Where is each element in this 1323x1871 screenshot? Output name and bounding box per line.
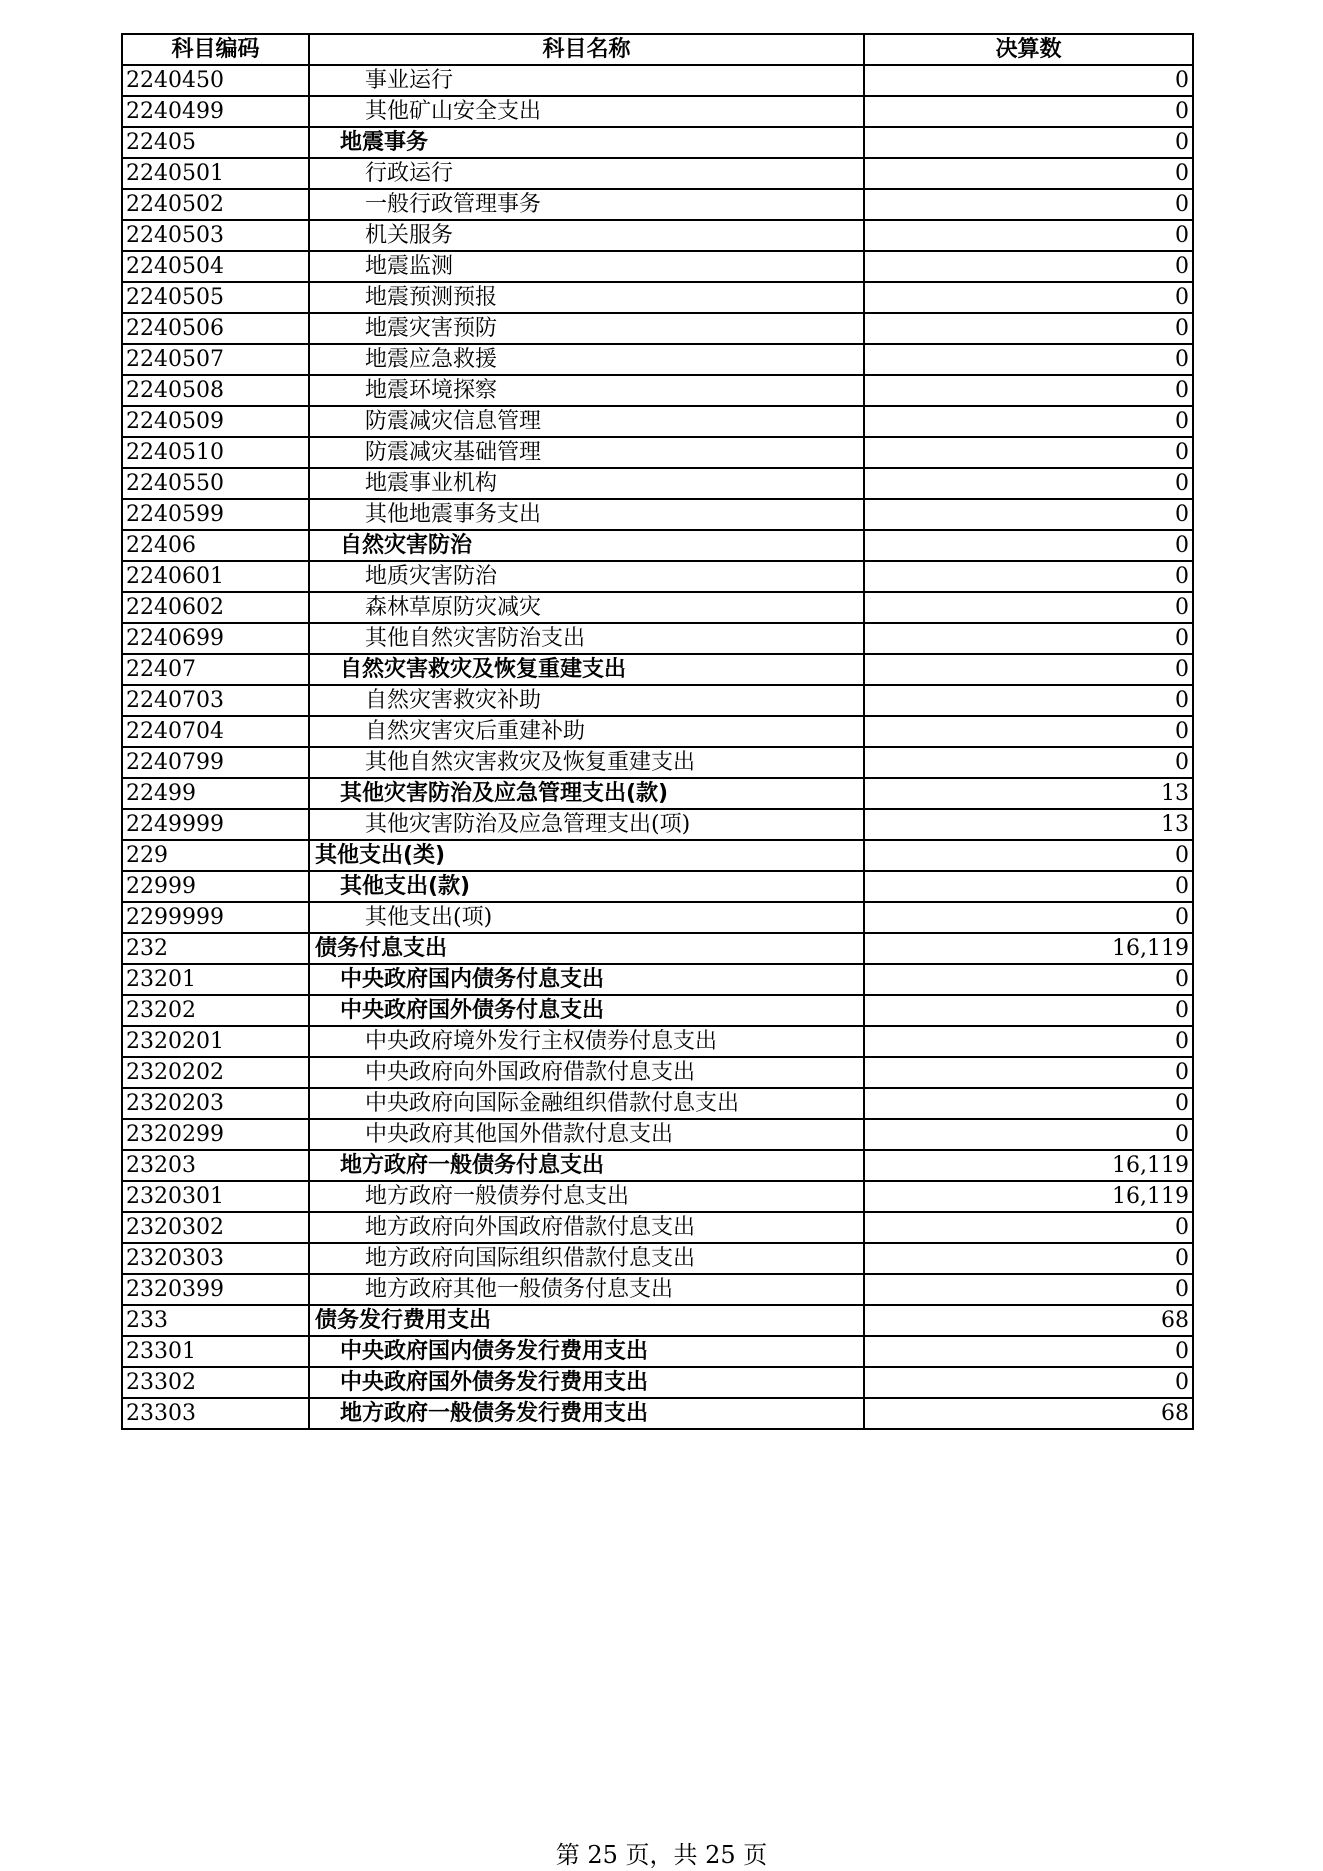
cell-code: 22406: [122, 530, 309, 561]
cell-name: [309, 1398, 864, 1429]
cell-code: 2240602: [122, 592, 309, 623]
table-row: [122, 1119, 1193, 1150]
cell-name-text: 中央政府向国际金融组织借款付息支出: [365, 1091, 740, 1116]
cell-code: 2240505: [122, 282, 309, 313]
cell-name: [309, 406, 864, 437]
cell-name-text: 地质灾害防治: [365, 564, 498, 589]
cell-name-text: 中央政府境外发行主权债券付息支出: [365, 1029, 718, 1054]
cell-code: 2249999: [122, 809, 309, 840]
cell-code: 2240499: [122, 96, 309, 127]
cell-name: [309, 375, 864, 406]
cell-name: [309, 902, 864, 933]
table-row: [122, 189, 1193, 220]
cell-code: 22499: [122, 778, 309, 809]
table-row: [122, 220, 1193, 251]
table-row: [122, 499, 1193, 530]
cell-name: [309, 1243, 864, 1274]
cell-amount: 0: [864, 96, 1193, 127]
cell-amount: 13: [864, 778, 1193, 809]
table-row: [122, 251, 1193, 282]
cell-amount: 16,119: [864, 933, 1193, 964]
table-row: [122, 96, 1193, 127]
cell-name-text: 其他自然灾害防治支出: [365, 626, 586, 651]
cell-name-text: 自然灾害防治: [340, 533, 473, 558]
cell-name: [309, 158, 864, 189]
cell-amount: 0: [864, 995, 1193, 1026]
cell-name-text: 地震应急救援: [365, 347, 498, 372]
cell-code: 2320302: [122, 1212, 309, 1243]
table-row: [122, 747, 1193, 778]
cell-name: [309, 313, 864, 344]
cell-amount: 68: [864, 1305, 1193, 1336]
cell-name-text: 地震事务: [340, 130, 429, 155]
cell-amount: 0: [864, 344, 1193, 375]
table-row: [122, 1212, 1193, 1243]
cell-amount: 0: [864, 623, 1193, 654]
cell-amount: 0: [864, 1026, 1193, 1057]
cell-code: 2240509: [122, 406, 309, 437]
cell-name-text: 自然灾害救灾补助: [365, 688, 542, 713]
cell-name: [309, 96, 864, 127]
cell-amount: 0: [864, 1367, 1193, 1398]
table-row: [122, 127, 1193, 158]
table-row: [122, 530, 1193, 561]
cell-name-text: 其他灾害防治及应急管理支出(项): [365, 812, 691, 837]
cell-code: 23303: [122, 1398, 309, 1429]
cell-amount: 0: [864, 1274, 1193, 1305]
header-amount: 决算数: [864, 34, 1193, 65]
cell-name-text: 地震灾害预防: [365, 316, 498, 341]
cell-name: [309, 220, 864, 251]
cell-name-text: 中央政府国外债务发行费用支出: [340, 1370, 649, 1395]
cell-name: [309, 871, 864, 902]
cell-name-text: 地方政府一般债券付息支出: [365, 1184, 630, 1209]
cell-amount: 0: [864, 499, 1193, 530]
cell-name-text: 防震减灾基础管理: [365, 440, 542, 465]
cell-amount: 13: [864, 809, 1193, 840]
cell-name-text: 自然灾害救灾及恢复重建支出: [340, 657, 627, 682]
cell-amount: 0: [864, 1243, 1193, 1274]
cell-name: [309, 592, 864, 623]
cell-name-text: 中央政府国内债务付息支出: [340, 967, 605, 992]
table-row: [122, 902, 1193, 933]
cell-code: 2240503: [122, 220, 309, 251]
cell-name: [309, 1026, 864, 1057]
cell-amount: 0: [864, 654, 1193, 685]
cell-code: 2240450: [122, 65, 309, 96]
cell-name: [309, 809, 864, 840]
cell-name: [309, 499, 864, 530]
cell-name-text: 中央政府国外债务付息支出: [340, 998, 605, 1023]
cell-code: 23202: [122, 995, 309, 1026]
cell-amount: 0: [864, 406, 1193, 437]
table-row: [122, 933, 1193, 964]
cell-amount: 0: [864, 871, 1193, 902]
cell-amount: 0: [864, 189, 1193, 220]
cell-name-text: 事业运行: [365, 68, 454, 93]
table-row: [122, 1367, 1193, 1398]
cell-name: [309, 1367, 864, 1398]
cell-name-text: 其他地震事务支出: [365, 502, 542, 527]
cell-name-text: 森林草原防灾减灾: [365, 595, 542, 620]
cell-amount: 0: [864, 902, 1193, 933]
cell-name-text: 地震监测: [365, 254, 454, 279]
cell-name: [309, 623, 864, 654]
cell-name-text: 其他自然灾害救灾及恢复重建支出: [365, 750, 696, 775]
cell-code: 2240599: [122, 499, 309, 530]
cell-name-text: 机关服务: [365, 223, 454, 248]
cell-name: [309, 654, 864, 685]
cell-name: [309, 716, 864, 747]
cell-name: [309, 251, 864, 282]
table-row: [122, 871, 1193, 902]
table-row: [122, 809, 1193, 840]
cell-name-text: 债务发行费用支出: [315, 1308, 492, 1333]
table-row: [122, 1026, 1193, 1057]
cell-amount: 0: [864, 313, 1193, 344]
cell-code: 233: [122, 1305, 309, 1336]
table-row: [122, 1243, 1193, 1274]
table-row: [122, 158, 1193, 189]
table-row: [122, 1181, 1193, 1212]
table-row: [122, 65, 1193, 96]
cell-name-text: 防震减灾信息管理: [365, 409, 542, 434]
cell-name: [309, 747, 864, 778]
cell-name-text: 其他灾害防治及应急管理支出(款): [340, 781, 669, 806]
cell-name: [309, 1336, 864, 1367]
cell-code: 2320201: [122, 1026, 309, 1057]
budget-table: [121, 33, 1194, 1430]
cell-name: [309, 468, 864, 499]
cell-name: [309, 778, 864, 809]
table-row: [122, 995, 1193, 1026]
cell-name: [309, 1305, 864, 1336]
cell-name-text: 地震预测预报: [365, 285, 498, 310]
cell-name-text: 地方政府向国际组织借款付息支出: [365, 1246, 696, 1271]
cell-code: 22405: [122, 127, 309, 158]
table-row: [122, 375, 1193, 406]
header-code: 科目编码: [122, 34, 309, 65]
cell-code: 2240502: [122, 189, 309, 220]
table-row: [122, 437, 1193, 468]
table-row: [122, 344, 1193, 375]
table-row: [122, 1274, 1193, 1305]
cell-name: [309, 964, 864, 995]
cell-amount: 0: [864, 468, 1193, 499]
cell-name-text: 其他支出(类): [315, 843, 446, 868]
cell-code: 2320301: [122, 1181, 309, 1212]
cell-name: [309, 1088, 864, 1119]
table-row: [122, 1305, 1193, 1336]
cell-code: 2240508: [122, 375, 309, 406]
table-row: [122, 313, 1193, 344]
cell-name-text: 债务付息支出: [315, 936, 448, 961]
table-row: [122, 840, 1193, 871]
cell-code: 2240507: [122, 344, 309, 375]
cell-name: [309, 1181, 864, 1212]
cell-amount: 68: [864, 1398, 1193, 1429]
cell-amount: 0: [864, 158, 1193, 189]
cell-name-text: 中央政府其他国外借款付息支出: [365, 1122, 674, 1147]
cell-name: [309, 933, 864, 964]
cell-code: 2320203: [122, 1088, 309, 1119]
cell-name: [309, 189, 864, 220]
table-row: [122, 654, 1193, 685]
cell-amount: 0: [864, 964, 1193, 995]
cell-name-text: 地震环境探察: [365, 378, 498, 403]
table-row: [122, 1150, 1193, 1181]
cell-name-text: 地震事业机构: [365, 471, 498, 496]
cell-amount: 0: [864, 1088, 1193, 1119]
cell-code: 2240504: [122, 251, 309, 282]
cell-name: [309, 1057, 864, 1088]
table-row: [122, 468, 1193, 499]
cell-name: [309, 65, 864, 96]
cell-code: 232: [122, 933, 309, 964]
cell-amount: 0: [864, 1336, 1193, 1367]
cell-amount: 16,119: [864, 1150, 1193, 1181]
cell-amount: 0: [864, 747, 1193, 778]
cell-code: 2240501: [122, 158, 309, 189]
cell-name-text: 中央政府向外国政府借款付息支出: [365, 1060, 696, 1085]
cell-name: [309, 344, 864, 375]
cell-name-text: 地方政府一般债务发行费用支出: [340, 1401, 649, 1426]
cell-code: 2240550: [122, 468, 309, 499]
cell-name: [309, 1119, 864, 1150]
cell-code: 2240704: [122, 716, 309, 747]
cell-name: [309, 127, 864, 158]
cell-amount: 0: [864, 220, 1193, 251]
table-body: [122, 65, 1193, 1429]
table-row: [122, 1057, 1193, 1088]
cell-amount: 0: [864, 375, 1193, 406]
cell-code: 2320202: [122, 1057, 309, 1088]
cell-amount: 0: [864, 127, 1193, 158]
cell-name-text: 其他支出(款): [340, 874, 471, 899]
table-header-row: [122, 34, 1193, 65]
cell-amount: 0: [864, 561, 1193, 592]
cell-name-text: 一般行政管理事务: [365, 192, 542, 217]
cell-name-text: 自然灾害灾后重建补助: [365, 719, 586, 744]
cell-name: [309, 685, 864, 716]
cell-amount: 0: [864, 685, 1193, 716]
cell-name-text: 中央政府国内债务发行费用支出: [340, 1339, 649, 1364]
cell-code: 23301: [122, 1336, 309, 1367]
cell-code: 2299999: [122, 902, 309, 933]
table-row: [122, 282, 1193, 313]
cell-name-text: 地方政府向外国政府借款付息支出: [365, 1215, 696, 1240]
cell-amount: 0: [864, 530, 1193, 561]
table-row: [122, 716, 1193, 747]
cell-name: [309, 1274, 864, 1305]
cell-name: [309, 561, 864, 592]
cell-code: 2240799: [122, 747, 309, 778]
cell-amount: 0: [864, 251, 1193, 282]
table-row: [122, 406, 1193, 437]
cell-code: 22407: [122, 654, 309, 685]
cell-name-text: 地方政府其他一般债务付息支出: [365, 1277, 674, 1302]
cell-name-text: 地方政府一般债务付息支出: [340, 1153, 605, 1178]
cell-code: 23302: [122, 1367, 309, 1398]
cell-code: 229: [122, 840, 309, 871]
cell-amount: 0: [864, 840, 1193, 871]
cell-amount: 0: [864, 1212, 1193, 1243]
cell-name-text: 其他支出(项): [365, 905, 493, 930]
cell-code: 2320303: [122, 1243, 309, 1274]
cell-amount: 0: [864, 716, 1193, 747]
cell-code: 2240699: [122, 623, 309, 654]
table-row: [122, 685, 1193, 716]
table-row: [122, 778, 1193, 809]
cell-name: [309, 840, 864, 871]
table-row: [122, 623, 1193, 654]
table-row: [122, 1398, 1193, 1429]
cell-code: 22999: [122, 871, 309, 902]
cell-code: 2320299: [122, 1119, 309, 1150]
cell-name: [309, 530, 864, 561]
cell-code: 2240703: [122, 685, 309, 716]
cell-code: 2320399: [122, 1274, 309, 1305]
cell-amount: 16,119: [864, 1181, 1193, 1212]
cell-amount: 0: [864, 592, 1193, 623]
table-row: [122, 964, 1193, 995]
cell-code: 2240510: [122, 437, 309, 468]
cell-amount: 0: [864, 65, 1193, 96]
cell-amount: 0: [864, 1057, 1193, 1088]
cell-name-text: 行政运行: [365, 161, 454, 186]
table-row: [122, 1336, 1193, 1367]
header-name: 科目名称: [309, 34, 864, 65]
cell-name: [309, 995, 864, 1026]
table-row: [122, 561, 1193, 592]
cell-amount: 0: [864, 437, 1193, 468]
cell-code: 2240601: [122, 561, 309, 592]
cell-amount: 0: [864, 282, 1193, 313]
cell-code: 23201: [122, 964, 309, 995]
table-row: [122, 592, 1193, 623]
page-number: 第 25 页，共 25 页: [555, 1841, 768, 1869]
cell-name: [309, 437, 864, 468]
cell-name-text: 其他矿山安全支出: [365, 99, 542, 124]
cell-code: 2240506: [122, 313, 309, 344]
cell-name: [309, 1150, 864, 1181]
cell-code: 23203: [122, 1150, 309, 1181]
cell-name: [309, 1212, 864, 1243]
table-row: [122, 1088, 1193, 1119]
cell-name: [309, 282, 864, 313]
cell-amount: 0: [864, 1119, 1193, 1150]
